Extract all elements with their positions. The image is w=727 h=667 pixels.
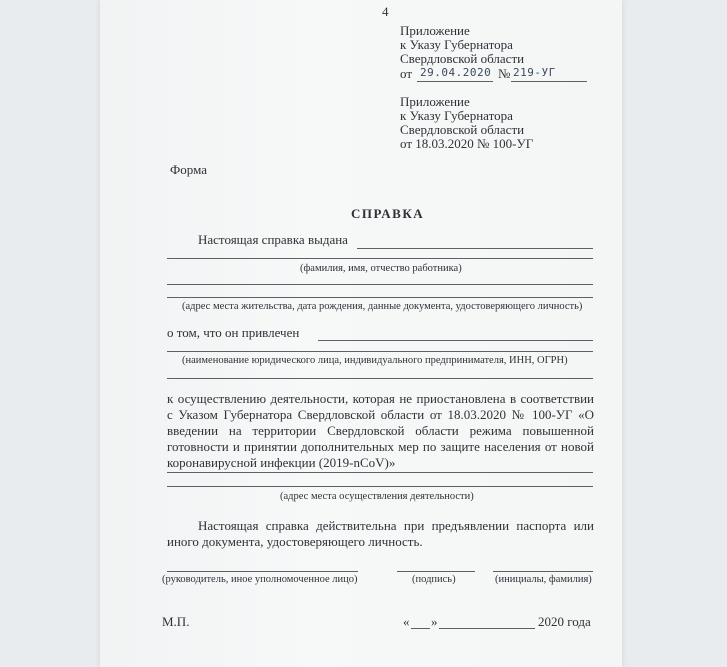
activity-address-line-2 [167, 486, 593, 487]
document-title: СПРАВКА [351, 206, 425, 221]
appendix-new-date: 29.04.2020 [420, 66, 492, 79]
day-line [411, 628, 430, 629]
appendix-old-line3: Свердловской области [400, 122, 525, 137]
validity-paragraph: Настоящая справка действительна при предъявлении паспорта или иного документа, удостоверяющего личность. [167, 518, 594, 549]
appendix-new-line3: Свердловской области [400, 51, 525, 66]
signature-line [397, 571, 475, 572]
name-line [167, 258, 593, 259]
hint-signature: (подпись) [412, 574, 456, 585]
org-line [167, 351, 593, 352]
appendix-old-line2: к Указу Губернатора [400, 108, 513, 123]
appendix-new-line1: Приложение [400, 23, 470, 38]
activity-paragraph: к осуществлению деятельности, которая не приостановлена в соответствии с Указом Губернатора Свердловской области от 18.03.2020 № 100-УГ «О введении на территории Свердловской области режима повышенной готовности и принятии дополнительных мер по защите населения от новой коронавирусной инфекции (2019-nCoV)» [167, 391, 594, 470]
number-underline [511, 81, 587, 82]
hint-head: (руководитель, иное уполномоченное лицо) [162, 574, 358, 585]
stamp-label: М.П. [162, 614, 190, 629]
appendix-new-line2: к Указу Губернатора [400, 37, 513, 52]
appendix-old-line4: от 18.03.2020 № 100-УГ [400, 136, 534, 151]
address-line-2 [167, 297, 593, 298]
hint-address: (адрес места жительства, дата рождения, данные документа, удостоверяющего личность) [182, 301, 583, 312]
engaged-line [318, 340, 593, 341]
appendix-new-from-label: от [400, 66, 413, 81]
issued-to-line [357, 248, 593, 249]
appendix-new-number: 219-УГ [513, 66, 556, 79]
issued-to-text: Настоящая справка выдана [198, 232, 348, 247]
date-open-quote: « [403, 614, 410, 629]
initials-line [493, 571, 593, 572]
hint-name: (фамилия, имя, отчество работника) [300, 263, 462, 274]
hint-initials: (инициалы, фамилия) [495, 574, 592, 585]
appendix-new-number-label: № [498, 66, 511, 81]
document-page [100, 0, 622, 667]
head-signature-line [167, 571, 358, 572]
hint-org: (наименование юридического лица, индивидуального предпринимателя, ИНН, ОГРН) [182, 355, 568, 366]
month-line [439, 628, 535, 629]
engaged-text: о том, что он привлечен [167, 325, 300, 340]
org-line-2 [167, 378, 593, 379]
date-underline [417, 81, 493, 82]
appendix-old-line1: Приложение [400, 94, 470, 109]
date-close-quote: » [431, 614, 438, 629]
form-label: Форма [170, 162, 207, 177]
hint-activity-address: (адрес места осуществления деятельности) [280, 491, 474, 502]
page-number: 4 [382, 4, 389, 19]
address-line-1 [167, 284, 593, 285]
activity-address-line-1 [167, 472, 593, 473]
date-year: 2020 года [538, 614, 591, 629]
